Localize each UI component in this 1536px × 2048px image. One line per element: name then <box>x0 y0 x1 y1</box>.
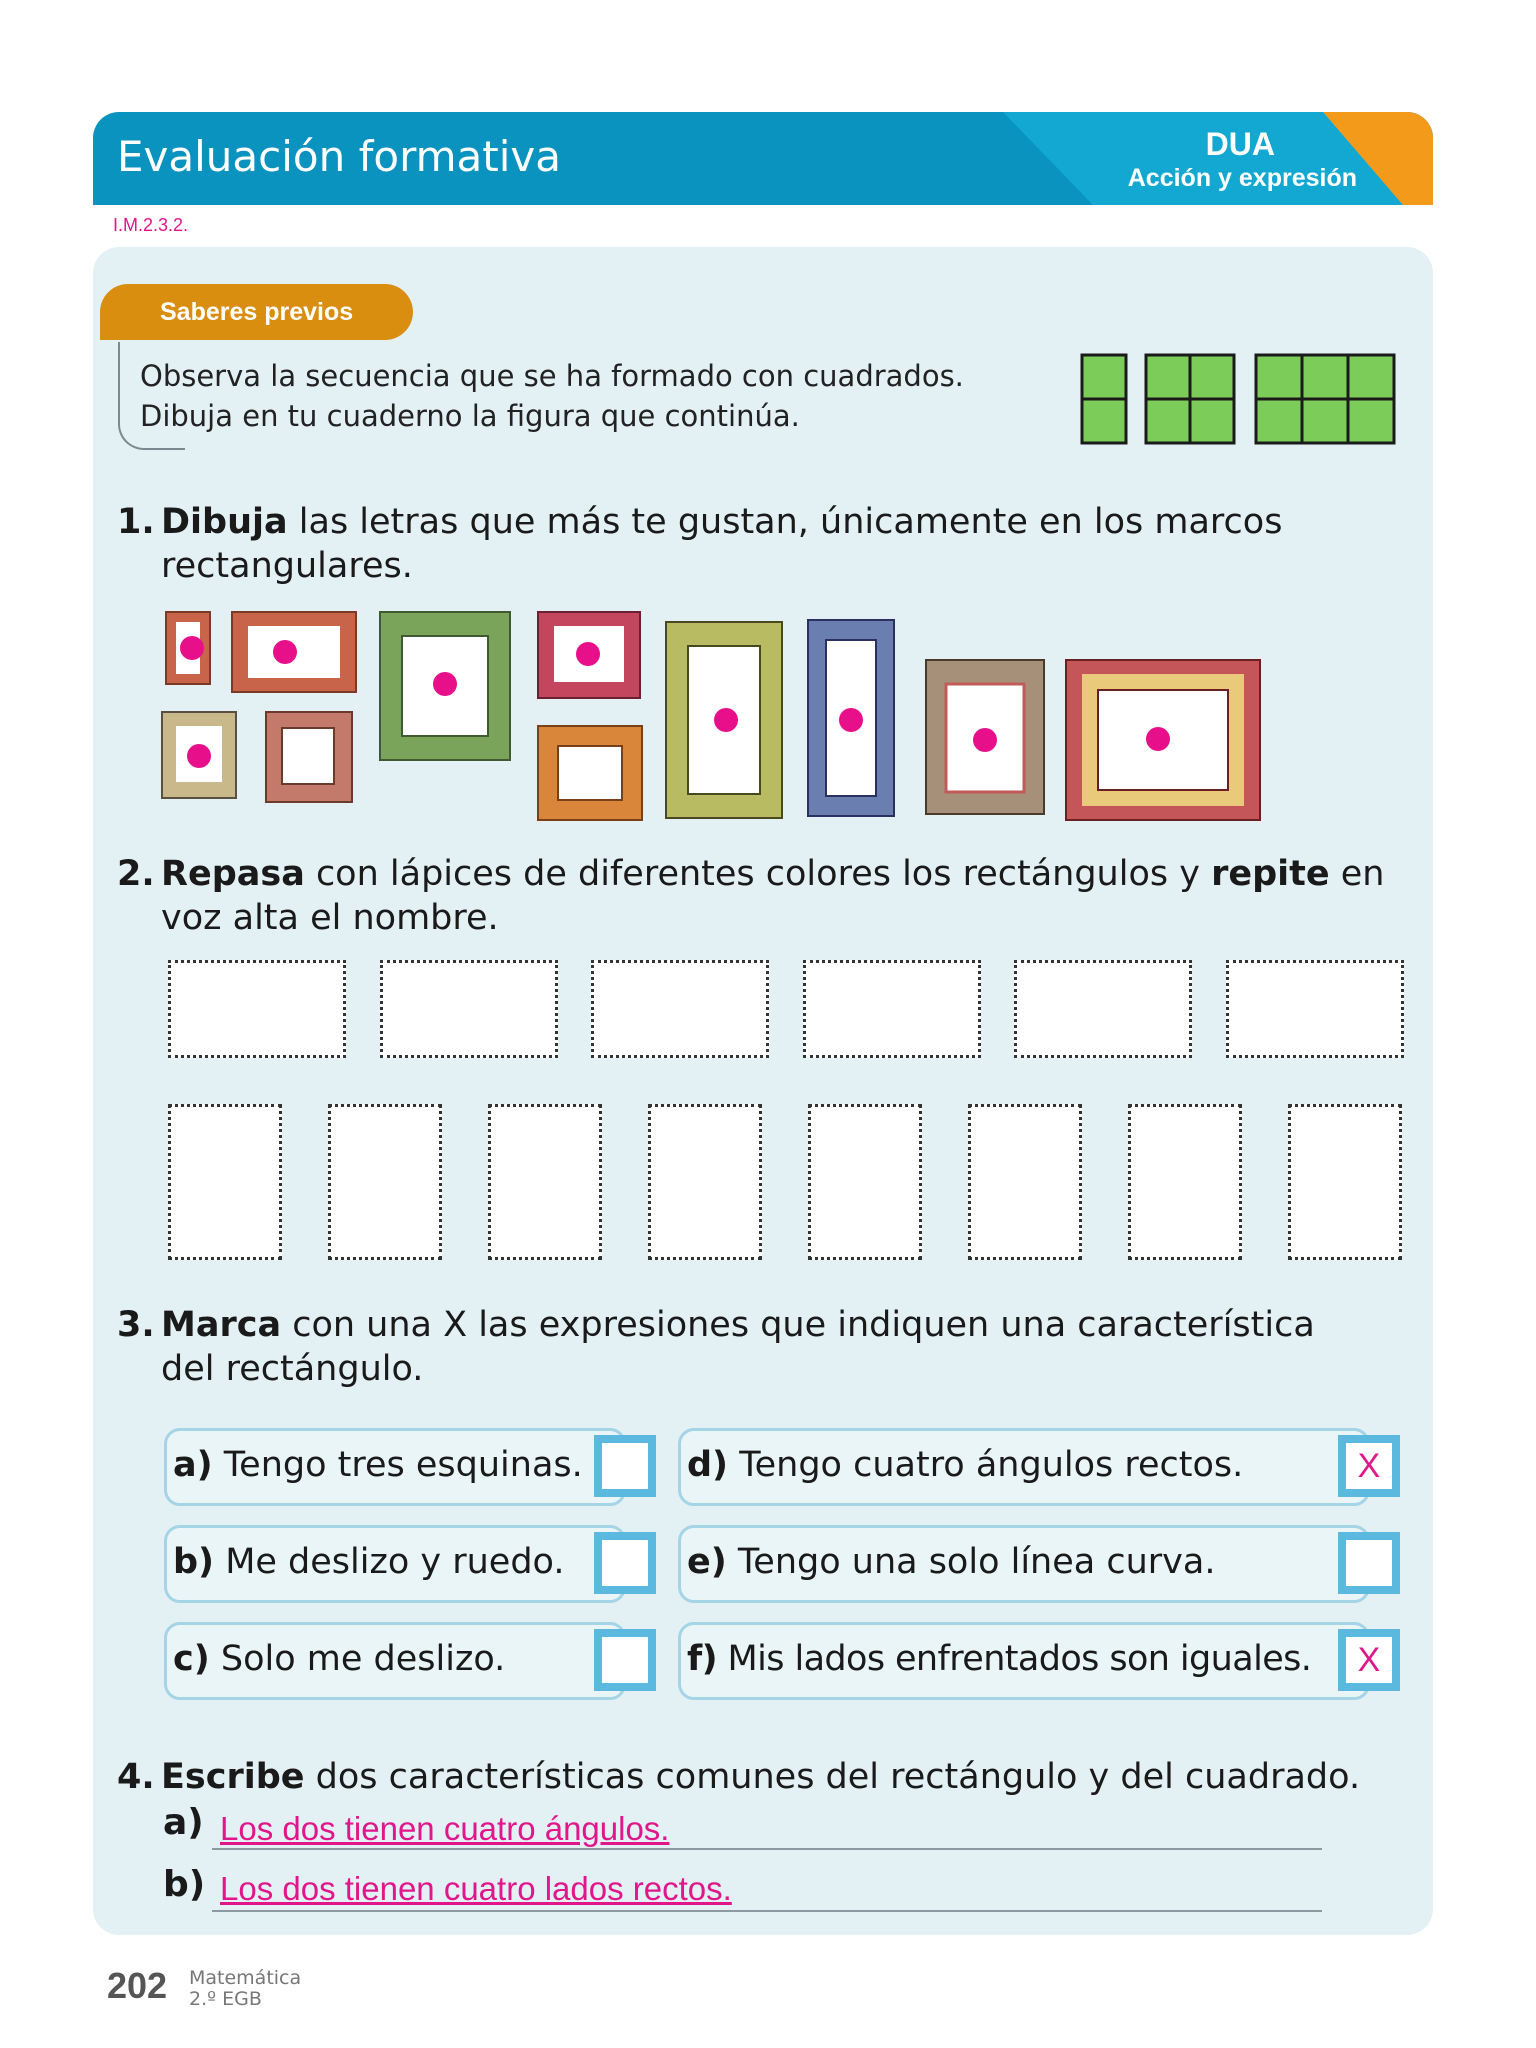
checkbox-f[interactable] <box>1338 1629 1400 1691</box>
seq-square <box>1082 355 1126 399</box>
seq-square <box>1302 355 1348 399</box>
saberes-tab-label: Saberes previos <box>160 298 354 326</box>
question-verb: Repasa <box>161 854 305 894</box>
checkbox-b[interactable] <box>594 1532 656 1594</box>
answer-text[interactable]: Los dos tienen cuatro ángulos. <box>220 1810 670 1847</box>
question-number: 2. <box>117 854 155 894</box>
footer-subject-name: Matemática <box>189 1967 302 1989</box>
dotted-rectangle[interactable] <box>808 1104 922 1260</box>
option-label <box>173 1445 583 1485</box>
dotted-rectangle[interactable] <box>803 960 981 1058</box>
picture-frame <box>538 726 642 820</box>
dua-subtitle: Acción y expresión <box>1127 164 1357 192</box>
checkbox-e[interactable] <box>1338 1532 1400 1594</box>
question-text: voz alta el nombre. <box>161 898 499 938</box>
square-sequence <box>1080 353 1400 449</box>
page-title: Evaluación formativa <box>117 132 561 181</box>
seq-square <box>1348 355 1394 399</box>
frame-dot <box>187 744 211 768</box>
answer-line <box>212 1848 1322 1850</box>
dotted-rectangle[interactable] <box>488 1104 602 1260</box>
header-bar <box>93 112 1433 205</box>
picture-frame <box>1066 660 1260 820</box>
picture-frame <box>926 660 1044 814</box>
question-text: rectangulares. <box>161 546 413 586</box>
seq-square <box>1146 355 1190 399</box>
dotted-rectangle[interactable] <box>1288 1104 1402 1260</box>
question-1 <box>117 500 1282 588</box>
saberes-line-2: Dibuja en tu cuaderno la figura que continúa. <box>140 399 800 433</box>
dua-banner <box>1003 112 1433 205</box>
frames-illustration <box>160 600 1270 830</box>
dotted-rectangle[interactable] <box>1014 960 1192 1058</box>
checkbox-d[interactable] <box>1338 1435 1400 1497</box>
answer-text[interactable]: Los dos tienen cuatro lados rectos. <box>220 1870 732 1907</box>
frame-dot <box>1146 727 1170 751</box>
picture-frame <box>166 612 210 684</box>
seq-square <box>1302 399 1348 443</box>
dotted-rectangle[interactable] <box>648 1104 762 1260</box>
option-text: Me deslizo y ruedo. <box>214 1542 565 1582</box>
picture-frame <box>808 620 894 816</box>
option-letter: b) <box>173 1542 215 1582</box>
dotted-rectangle[interactable] <box>380 960 558 1058</box>
question-text: con una X las expresiones que indiquen una característica <box>281 1305 1315 1345</box>
picture-frame <box>538 612 640 698</box>
indicator-code: I.M.2.3.2. <box>113 215 189 235</box>
checkbox-a[interactable] <box>594 1435 656 1497</box>
option-text: Solo me deslizo. <box>209 1639 506 1679</box>
question-text: con lápices de diferentes colores los rectángulos y <box>304 854 1212 894</box>
option-label <box>687 1639 1311 1679</box>
dotted-rectangle[interactable] <box>328 1104 442 1260</box>
option-letter: a) <box>173 1445 213 1485</box>
frame-dot <box>180 636 204 660</box>
option-label <box>687 1445 1243 1485</box>
option-text: Tengo cuatro ángulos rectos. <box>728 1445 1244 1485</box>
question-3 <box>117 1303 1315 1391</box>
seq-square <box>1348 399 1394 443</box>
picture-frame <box>380 612 510 760</box>
option-d <box>678 1428 1370 1506</box>
footer-subject <box>189 1968 301 2010</box>
saberes-line-1: Observa la secuencia que se ha formado con cuadrados. <box>140 359 964 393</box>
frame-dot <box>714 708 738 732</box>
dotted-rectangle[interactable] <box>168 1104 282 1260</box>
seq-square <box>1146 399 1190 443</box>
option-e <box>678 1525 1370 1603</box>
question-2 <box>117 852 1384 940</box>
option-b <box>164 1525 626 1603</box>
frame-dot <box>839 708 863 732</box>
question-number: 4. <box>117 1757 155 1797</box>
dotted-rectangle[interactable] <box>968 1104 1082 1260</box>
question-verb: Marca <box>161 1305 282 1345</box>
option-f <box>678 1622 1370 1700</box>
checkbox-c[interactable] <box>594 1629 656 1691</box>
option-letter: d) <box>687 1445 729 1485</box>
option-text: Mis lados enfrentados son iguales. <box>717 1639 1312 1679</box>
page-number: 202 <box>107 1965 168 2006</box>
option-label <box>687 1542 1215 1582</box>
dotted-rectangle[interactable] <box>591 960 769 1058</box>
question-text: las letras que más te gustan, únicamente en los marcos <box>287 502 1283 542</box>
dua-title: DUA <box>1205 126 1275 162</box>
answer-line <box>212 1910 1322 1912</box>
saberes-tab <box>100 284 413 340</box>
picture-frame <box>266 712 352 802</box>
dotted-rectangle[interactable] <box>1226 960 1404 1058</box>
frame-dot <box>576 642 600 666</box>
question-text: del rectángulo. <box>161 1349 424 1389</box>
option-letter: e) <box>687 1542 727 1582</box>
question-number: 3. <box>117 1305 155 1345</box>
option-letter: f) <box>687 1639 718 1679</box>
option-letter: c) <box>173 1639 210 1679</box>
saberes-text <box>140 356 964 436</box>
question-4 <box>117 1755 1360 1799</box>
frame-dot <box>273 640 297 664</box>
option-text: Tengo una solo línea curva. <box>726 1542 1216 1582</box>
dotted-rectangle[interactable] <box>168 960 346 1058</box>
question-verb: Dibuja <box>161 502 288 542</box>
footer-grade: 2.º EGB <box>189 1988 262 2010</box>
seq-square <box>1190 355 1234 399</box>
frame-dot <box>433 672 457 696</box>
question-number: 1. <box>117 502 155 542</box>
answer-letter: b) <box>163 1864 206 1905</box>
option-c <box>164 1622 626 1700</box>
seq-square <box>1256 399 1302 443</box>
question-verb: repite <box>1211 854 1330 894</box>
dotted-rectangle[interactable] <box>1128 1104 1242 1260</box>
picture-frame <box>162 712 236 798</box>
checkbox-mark: X <box>1357 1447 1381 1485</box>
seq-square <box>1082 399 1126 443</box>
seq-square <box>1190 399 1234 443</box>
question-text: en <box>1329 854 1385 894</box>
answer-letter: a) <box>163 1802 204 1843</box>
seq-square <box>1256 355 1302 399</box>
frame-dot <box>973 728 997 752</box>
picture-frame <box>666 622 782 818</box>
checkbox-mark: X <box>1357 1641 1381 1679</box>
option-a <box>164 1428 626 1506</box>
option-label <box>173 1639 505 1679</box>
question-verb: Escribe <box>161 1757 305 1797</box>
option-label <box>173 1542 564 1582</box>
question-text: dos características comunes del rectángulo y del cuadrado. <box>304 1757 1361 1797</box>
option-text: Tengo tres esquinas. <box>212 1445 583 1485</box>
picture-frame <box>232 612 356 692</box>
